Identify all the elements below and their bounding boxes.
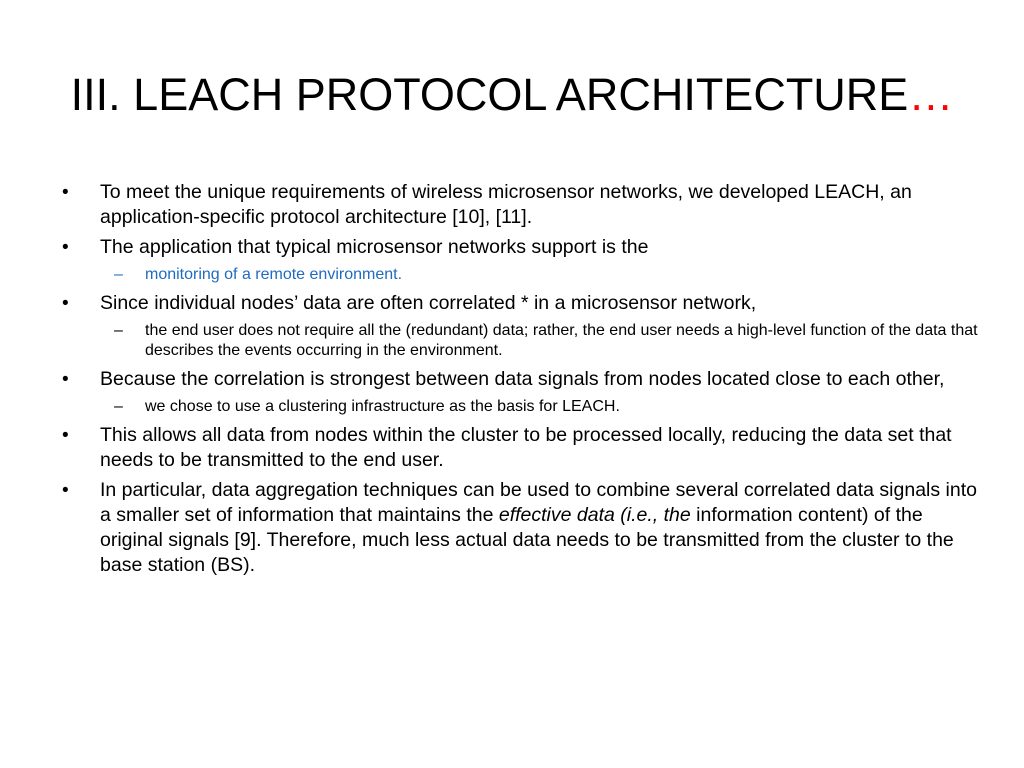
- bullet-marker: •: [62, 480, 69, 501]
- bullet-item: [58, 367, 978, 392]
- slide-title-text: III. LEACH PROTOCOL ARCHITECTURE: [70, 69, 909, 120]
- slide-body: [58, 180, 978, 583]
- sub-bullet-text: the end user does not require all the (redundant) data; rather, the end user needs a high-level function of the data that describes the events occurring in the environment.: [145, 322, 978, 359]
- bullet-text-italic: effective data (i.e., the: [498, 504, 691, 526]
- sub-bullet-item: [58, 265, 978, 285]
- bullet-item: [58, 291, 978, 316]
- bullet-marker: •: [62, 425, 69, 446]
- title-ellipsis: …: [908, 69, 954, 120]
- sub-bullet-text: monitoring of a remote environment.: [145, 266, 403, 283]
- bullet-marker: •: [62, 237, 69, 258]
- bullet-marker: •: [62, 182, 69, 203]
- sub-bullet-marker: –: [114, 322, 123, 339]
- sub-bullet-item: [58, 321, 978, 361]
- bullet-item: [58, 235, 978, 260]
- sub-bullet-marker: –: [114, 398, 123, 415]
- bullet-item: [58, 478, 978, 578]
- bullet-item: [58, 423, 978, 473]
- bullet-text-part: information content) of the original signals [9]. Therefore, much less actual data needs to be transmitted from the cluster to the base station (BS).: [100, 504, 954, 576]
- bullet-marker: •: [62, 293, 69, 314]
- bullet-text: Because the correlation is strongest between data signals from nodes located close to each other,: [100, 368, 945, 390]
- bullet-item: [58, 180, 978, 230]
- bullet-marker: •: [62, 369, 69, 390]
- bullet-text: The application that typical microsensor networks support is the: [100, 236, 649, 258]
- bullet-text-part: In particular, data aggregation techniques can be used to combine several correlated data signals into a smaller set of information that maintains the: [100, 479, 977, 526]
- bullet-text: [100, 479, 977, 576]
- bullet-text: Since individual nodes’ data are often correlated * in a microsensor network,: [100, 292, 757, 314]
- slide-title: [40, 70, 984, 120]
- sub-bullet-marker: –: [114, 266, 123, 283]
- sub-bullet-text: we chose to use a clustering infrastructure as the basis for LEACH.: [145, 398, 620, 415]
- bullet-text: To meet the unique requirements of wireless microsensor networks, we developed LEACH, an application-specific protocol architecture [10], [11].: [100, 181, 912, 228]
- bullet-text: This allows all data from nodes within the cluster to be processed locally, reducing the data set that needs to be transmitted to the end user.: [100, 424, 952, 471]
- sub-bullet-item: [58, 397, 978, 417]
